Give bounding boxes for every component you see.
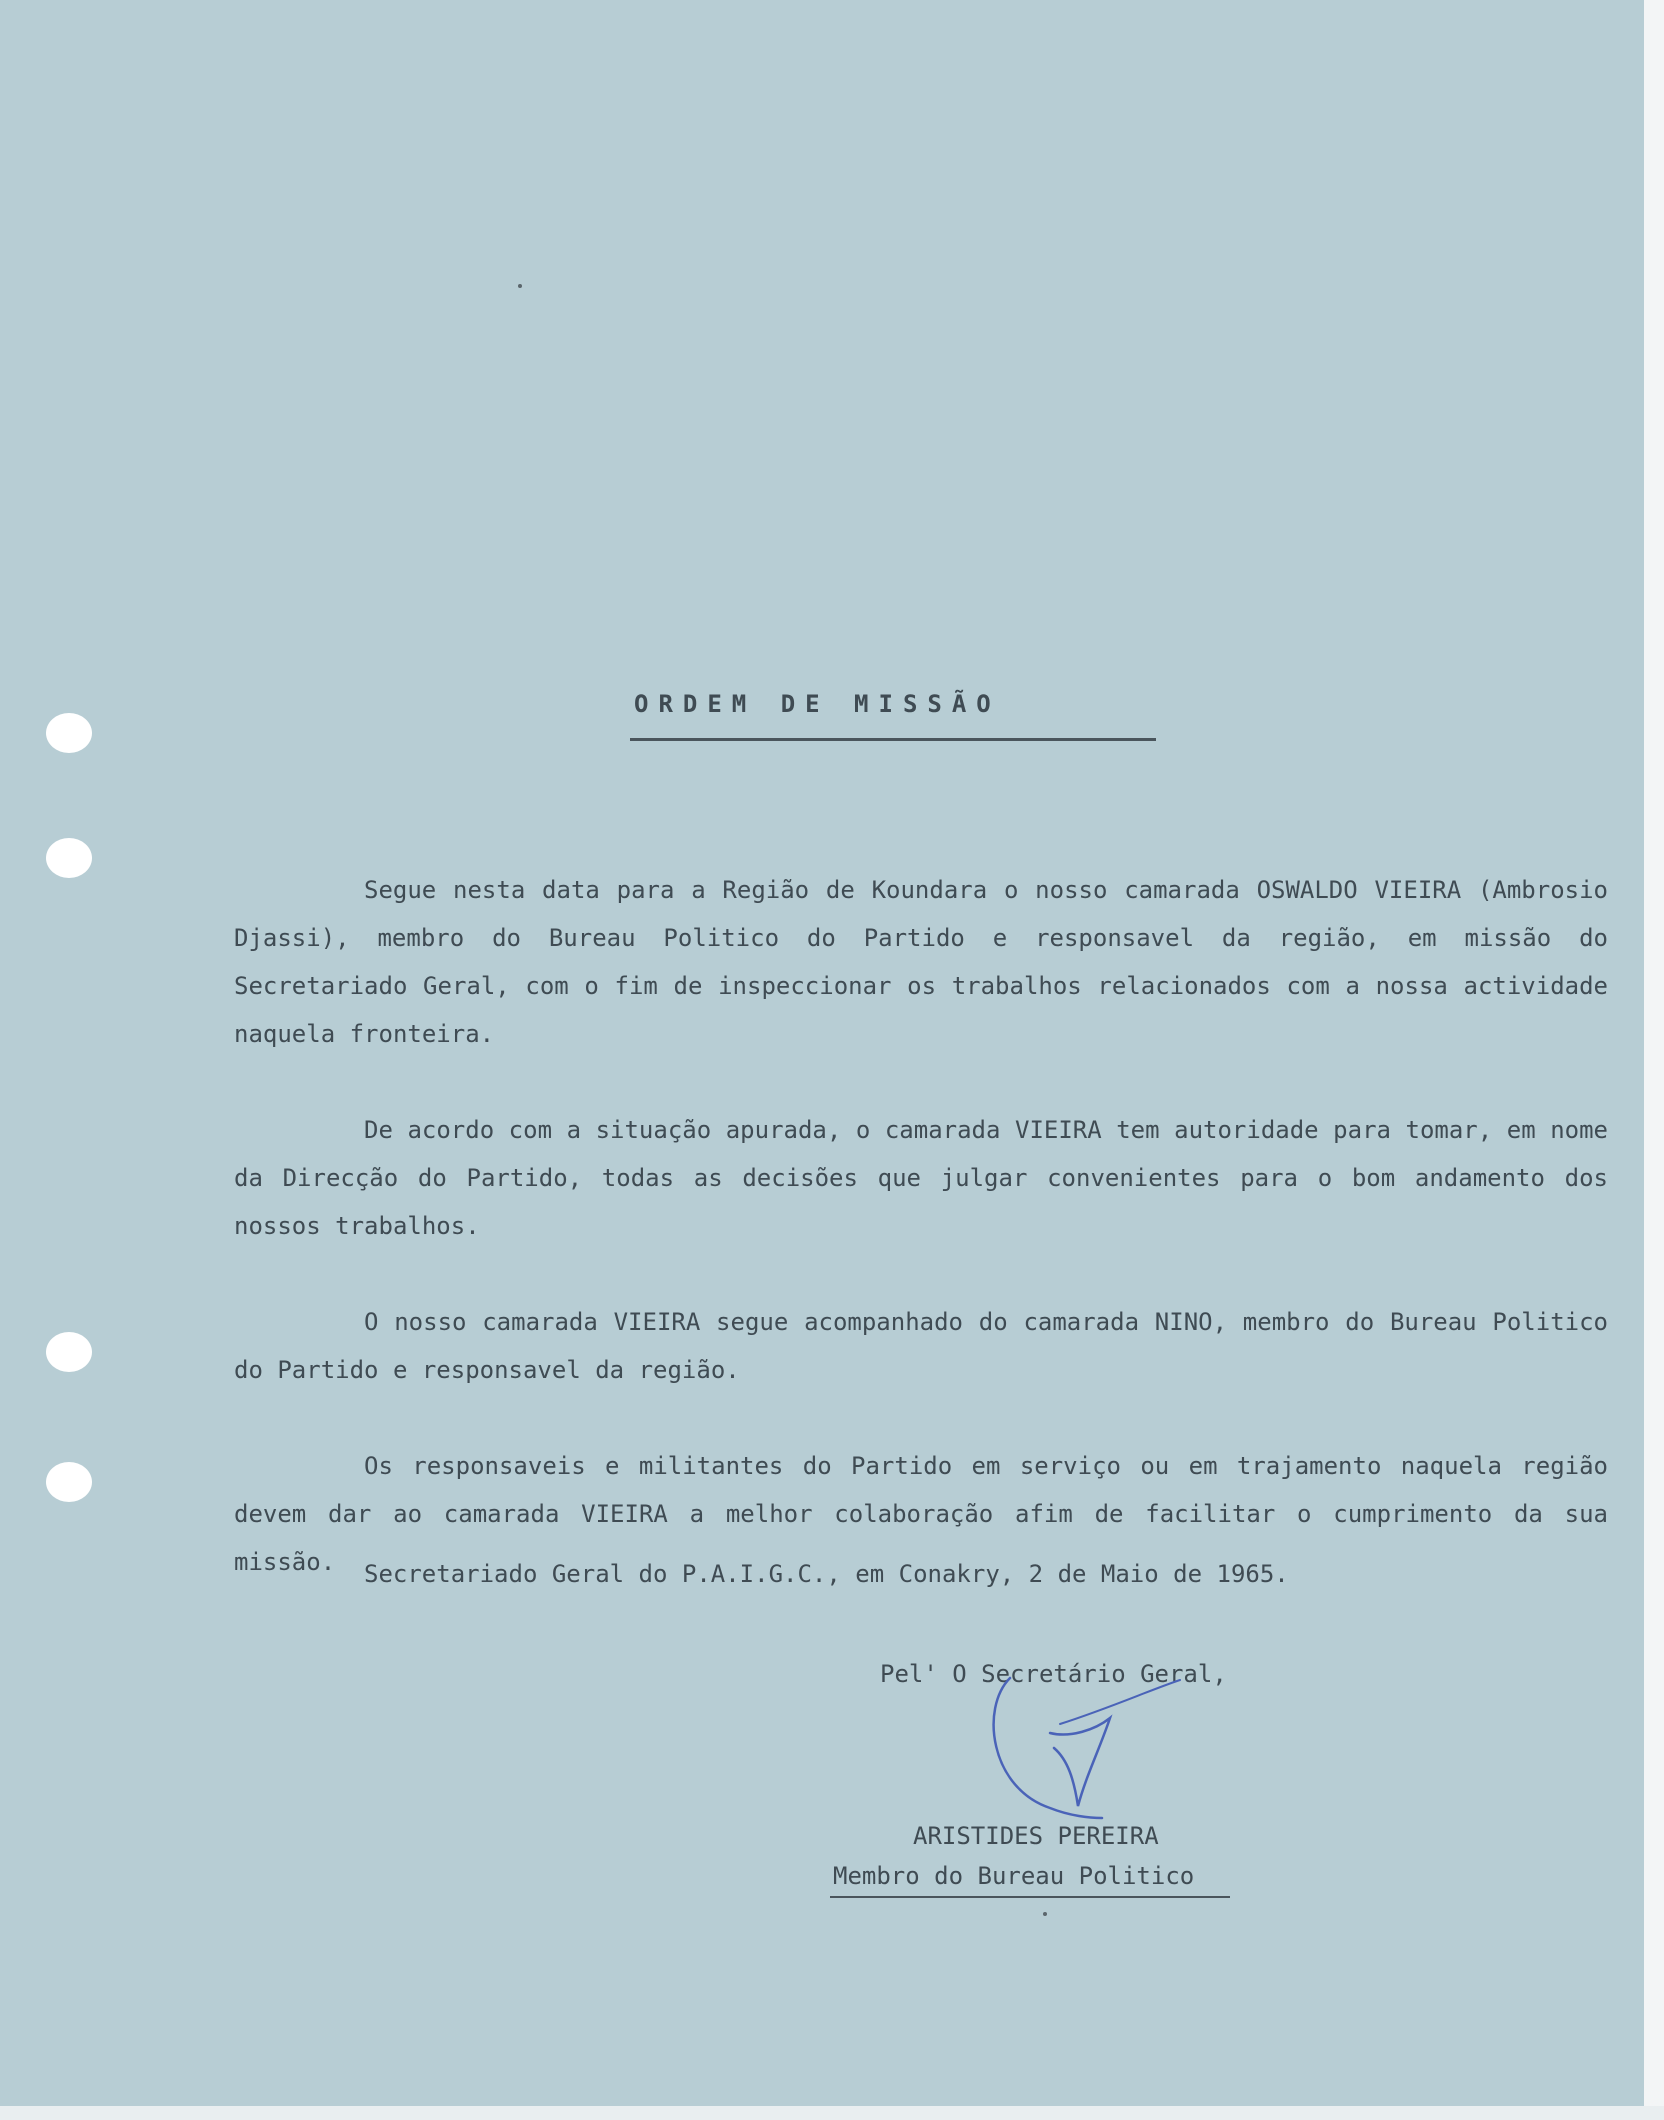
document-body [234,866,1608,1586]
ink-speck [518,284,522,288]
signer-role: Membro do Bureau Politico [833,1862,1195,1890]
handwritten-signature [990,1668,1190,1828]
punch-hole [46,1462,92,1502]
punch-hole [46,1332,92,1372]
body-paragraph: Os responsaveis e militantes do Partido em serviço ou em trajamento naquela região devem dar ao camarada VIEIRA a melhor colaboração afim de facilitar o cumprimento da sua missão. [234,1452,1608,1576]
signer-underline [830,1896,1230,1898]
page-edge-bottom [0,2106,1664,2120]
ink-speck [1043,1912,1047,1916]
signoff-line: Pel' O Secretário Geral, [880,1660,1227,1688]
document-title: ORDEM DE MISSÃO [634,690,1001,718]
body-paragraph: Segue nesta data para a Região de Koundara o nosso camarada OSWALDO VIEIRA (Ambrosio Djassi), membro do Bureau Politico do Partido e responsavel da região, em missão do Secretariado Geral, com o fim de inspeccionar os trabalhos relacionados com a nossa actividade naquela fronteira. [234,876,1608,1048]
punch-hole [46,713,92,753]
title-underline [630,738,1156,741]
place-date-line: Secretariado Geral do P.A.I.G.C., em Conakry, 2 de Maio de 1965. [364,1560,1289,1588]
body-paragraph: De acordo com a situação apurada, o camarada VIEIRA tem autoridade para tomar, em nome da Direcção do Partido, todas as decisões que julgar convenientes para o bom andamento dos nossos trabalhos. [234,1116,1608,1240]
signer-name: ARISTIDES PEREIRA [913,1822,1159,1850]
body-paragraph: O nosso camarada VIEIRA segue acompanhado do camarada NINO, membro do Bureau Politico do Partido e responsavel da região. [234,1308,1608,1384]
punch-hole [46,838,92,878]
page-edge-right [1644,0,1664,2120]
